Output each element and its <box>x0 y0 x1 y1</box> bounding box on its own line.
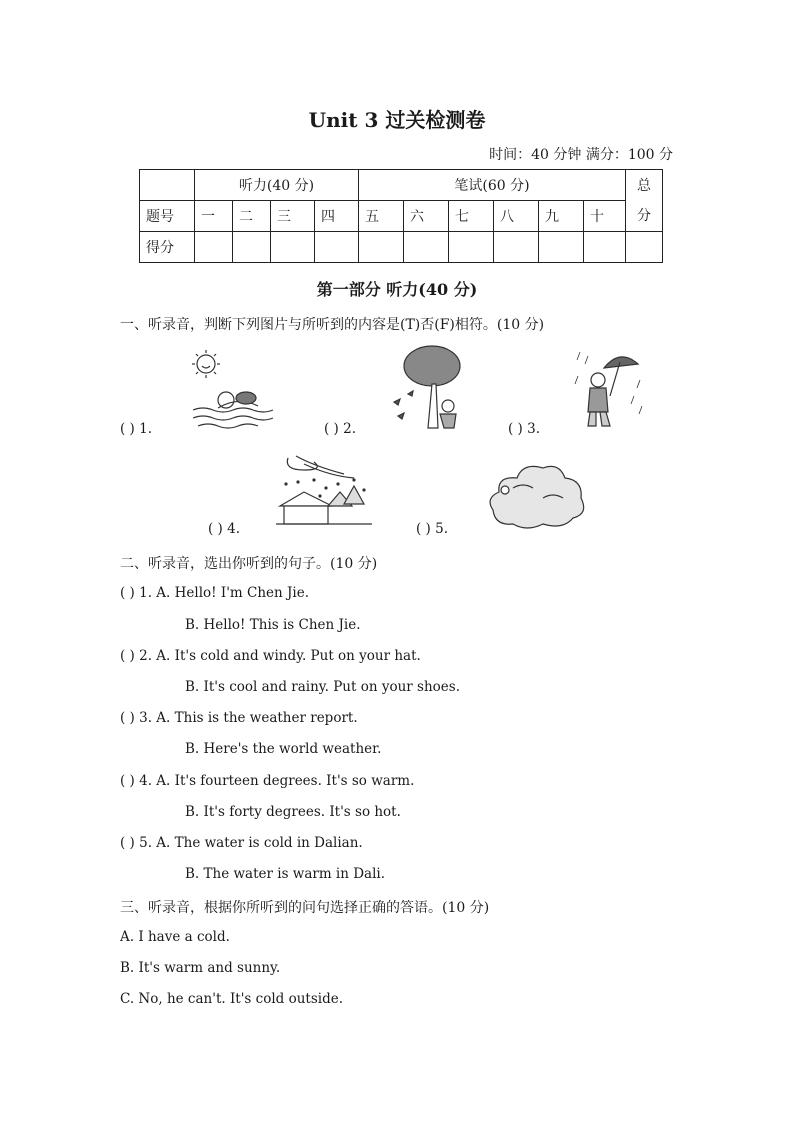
total-label-top: 总 <box>637 177 651 194</box>
answer-option-b: B. It's warm and sunny. <box>120 960 281 976</box>
picture-item-5[interactable]: ( ) 5. <box>416 521 448 537</box>
rainy-umbrella-picture <box>574 346 646 430</box>
section3-heading: 三、听录音，根据你所听到的问句选择正确的答语。(10 分) <box>120 900 490 916</box>
question-5-option-a[interactable]: ( ) 5. A. The water is cold in Dalian. <box>120 835 363 851</box>
question-3-option-b[interactable]: B. Here's the world weather. <box>185 741 382 757</box>
number-cell: 四 <box>315 201 359 232</box>
question-1-option-b[interactable]: B. Hello! This is Chen Jie. <box>185 617 361 633</box>
score-cell[interactable] <box>584 232 626 263</box>
windy-tree-picture <box>388 344 470 430</box>
number-cell: 十 <box>584 201 626 232</box>
question-number-label: 题号 <box>140 201 195 232</box>
number-cell: 七 <box>449 201 494 232</box>
answer-option-a: A. I have a cold. <box>120 929 230 945</box>
total-header <box>626 170 663 232</box>
answer-option-c: C. No, he can't. It's cold outside. <box>120 991 343 1007</box>
total-score-cell[interactable] <box>626 232 663 263</box>
score-cell[interactable] <box>195 232 233 263</box>
number-cell: 一 <box>195 201 233 232</box>
score-table <box>139 169 663 263</box>
question-5-option-b[interactable]: B. The water is warm in Dali. <box>185 866 386 882</box>
question-1-option-a[interactable]: ( ) 1. A. Hello! I'm Chen Jie. <box>120 585 310 601</box>
number-cell: 五 <box>359 201 404 232</box>
picture-item-3[interactable]: ( ) 3. <box>508 421 540 437</box>
part-one-title: 第一部分 听力(40 分) <box>316 280 478 299</box>
question-4-option-b[interactable]: B. It's forty degrees. It's so hot. <box>185 804 401 820</box>
number-cell: 八 <box>494 201 539 232</box>
section1-heading: 一、听录音，判断下列图片与所听到的内容是(T)否(F)相符。(10 分) <box>120 317 545 333</box>
page-title: Unit 3 过关检测卷 <box>308 108 486 132</box>
number-cell: 二 <box>233 201 271 232</box>
number-cell: 三 <box>271 201 315 232</box>
score-cell[interactable] <box>271 232 315 263</box>
score-cell[interactable] <box>233 232 271 263</box>
number-cell: 九 <box>539 201 584 232</box>
score-cell[interactable] <box>359 232 404 263</box>
writing-header: 笔试(60 分) <box>359 170 626 201</box>
score-cell[interactable] <box>449 232 494 263</box>
question-3-option-a[interactable]: ( ) 3. A. This is the weather report. <box>120 710 358 726</box>
question-2-option-b[interactable]: B. It's cool and rainy. Put on your shoes. <box>185 679 460 695</box>
question-4-option-a[interactable]: ( ) 4. A. It's fourteen degrees. It's so warm. <box>120 773 415 789</box>
picture-item-1[interactable]: ( ) 1. <box>120 421 152 437</box>
number-cell: 六 <box>404 201 449 232</box>
score-cell[interactable] <box>404 232 449 263</box>
cloudy-picture <box>483 458 589 532</box>
total-label-bottom: 分 <box>637 207 651 224</box>
listening-header: 听力(40 分) <box>195 170 359 201</box>
score-table-corner <box>140 170 195 201</box>
score-label: 得分 <box>140 232 195 263</box>
picture-item-4[interactable]: ( ) 4. <box>208 521 240 537</box>
snowy-house-picture <box>274 454 374 530</box>
time-info: 时间：40 分钟 满分：100 分 <box>489 147 673 163</box>
score-cell[interactable] <box>539 232 584 263</box>
question-2-option-a[interactable]: ( ) 2. A. It's cold and windy. Put on your hat. <box>120 648 421 664</box>
sunny-swimming-picture <box>188 348 276 430</box>
score-cell[interactable] <box>315 232 359 263</box>
section2-heading: 二、听录音，选出你听到的句子。(10 分) <box>120 556 378 572</box>
picture-item-2[interactable]: ( ) 2. <box>324 421 356 437</box>
score-cell[interactable] <box>494 232 539 263</box>
